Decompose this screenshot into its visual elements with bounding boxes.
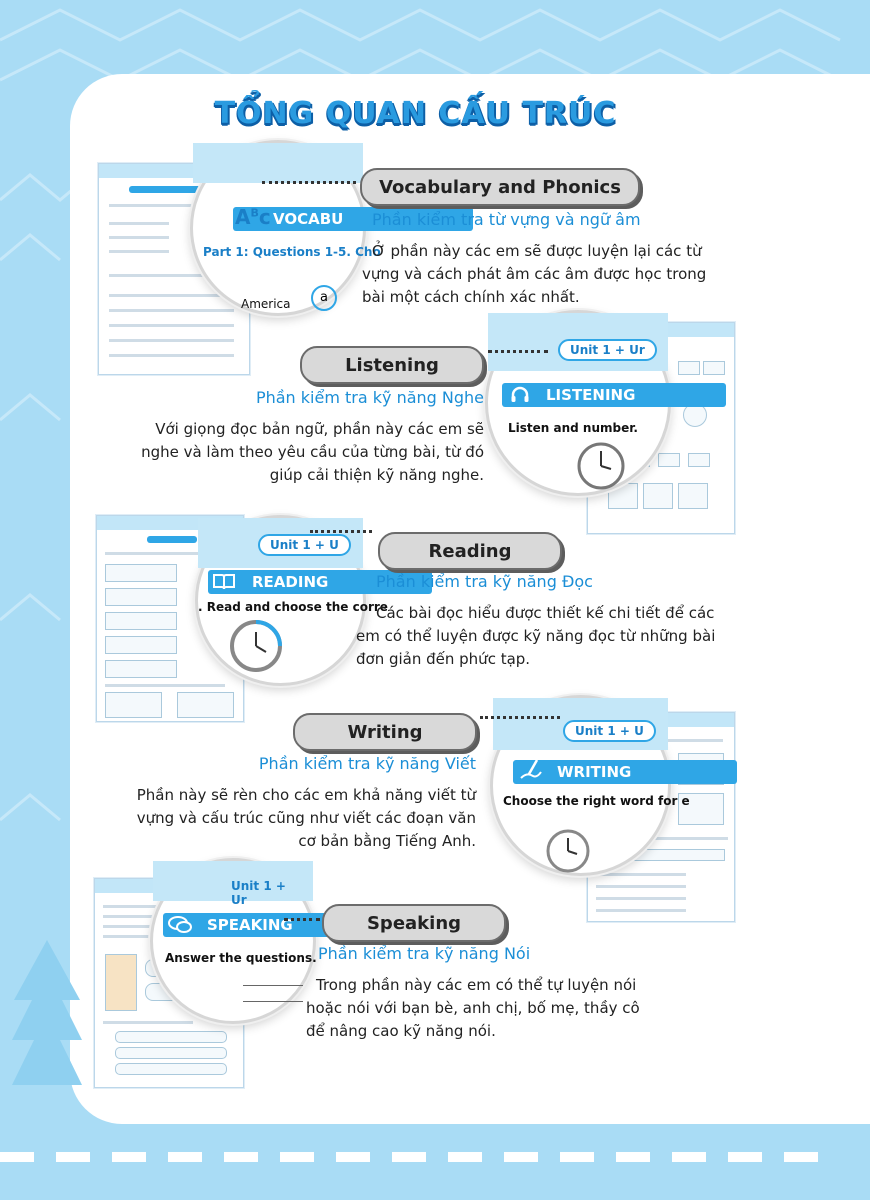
listening-lens-tag: Unit 1 + Ur: [558, 339, 657, 361]
vocabulary-label: Vocabulary and Phonics: [360, 168, 640, 206]
speaking-lens-tag: Unit 1 + Ur: [231, 879, 286, 907]
clock-icon: [228, 618, 284, 674]
listening-pointer: [488, 350, 548, 353]
speaking-lens-section: SPEAKING: [207, 916, 293, 934]
writing-pointer: [480, 716, 560, 719]
reading-label: Reading: [378, 532, 562, 570]
pen-icon: [517, 758, 543, 784]
vocabulary-description: Ở phần này các em sẽ được luyện lại các từ vựng và cách phát âm các âm được học trong bài một cách chính xác nhất.: [362, 242, 707, 306]
reading-lens-tag: Unit 1 + U: [258, 534, 351, 556]
listening-lens-section: LISTENING: [546, 386, 636, 404]
listening-subtitle: Phần kiểm tra kỹ năng Nghe: [255, 388, 484, 407]
reading-lens-instruction: . Read and choose the corre: [198, 600, 388, 614]
writing-lens-instruction: Choose the right word for e: [503, 794, 690, 808]
speaking-description: Trong phần này các em có thể tự luyện nói hoặc nói với bạn bè, anh chị, bố mẹ, thầy cô để nâng cao kỹ năng nói.: [306, 976, 640, 1040]
speaking-pointer: [284, 918, 320, 921]
speaking-magnifier: [150, 858, 316, 1024]
listening-magnifier: [485, 310, 671, 496]
bottom-dashed-border: [0, 1150, 831, 1164]
reading-description: Các bài đọc hiểu được thiết kế chi tiết để các em có thể luyện được kỹ năng đọc từ những bài đơn giản đến phức tạp.: [356, 604, 716, 668]
listening-label: Listening: [300, 346, 484, 384]
speaking-label: Speaking: [322, 904, 506, 942]
vocabulary-lens-instruction: Part 1: Questions 1-5. Cho: [203, 245, 381, 259]
vocabulary-magnifier: [190, 140, 381, 316]
writing-magnifier: [490, 695, 690, 876]
headphones-icon: [510, 385, 530, 405]
vocabulary-lens-option: a: [311, 285, 337, 311]
writing-lens-tag: Unit 1 + U: [563, 720, 656, 742]
reading-magnifier: [195, 515, 388, 686]
writing-subtitle: Phần kiểm tra kỹ năng Viết: [258, 754, 476, 773]
clock-icon: [545, 828, 591, 874]
writing-label: Writing: [293, 713, 477, 751]
speaking-subtitle: Phần kiểm tra kỹ năng Nói: [318, 944, 531, 963]
vocabulary-lens-section: VOCABU: [273, 210, 344, 228]
page-title: TỔNG QUAN CẤU TRÚC: [214, 96, 617, 131]
speaking-lens-instruction: Answer the questions.: [165, 951, 317, 965]
speech-bubble-icon: [167, 914, 193, 936]
reading-lens-section: READING: [252, 573, 329, 591]
writing-lens-section: WRITING: [557, 763, 632, 781]
writing-description: Phần này sẽ rèn cho các em khả năng viết từ vựng và cấu trúc cũng như viết các đoạn văn cơ bản bằng Tiếng Anh.: [136, 786, 476, 850]
abc-icon: $A^Bc$: [235, 205, 271, 229]
vocabulary-subtitle: Phần kiểm tra từ vựng và ngữ âm: [372, 210, 641, 229]
listening-lens-instruction: Listen and number.: [508, 421, 638, 435]
vocabulary-pointer: [262, 181, 356, 184]
book-icon: [212, 573, 236, 591]
listening-description: Với giọng đọc bản ngữ, phần này các em sẽ nghe và làm theo yêu cầu của từng bài, từ đó giúp cải thiện kỹ năng nghe.: [141, 420, 484, 484]
reading-pointer: [310, 530, 372, 533]
vocabulary-lens-word: America: [241, 297, 291, 311]
clock-icon: [576, 441, 626, 491]
tree-decoration: [12, 940, 82, 1090]
reading-subtitle: Phần kiểm tra kỹ năng Đọc: [376, 572, 593, 591]
